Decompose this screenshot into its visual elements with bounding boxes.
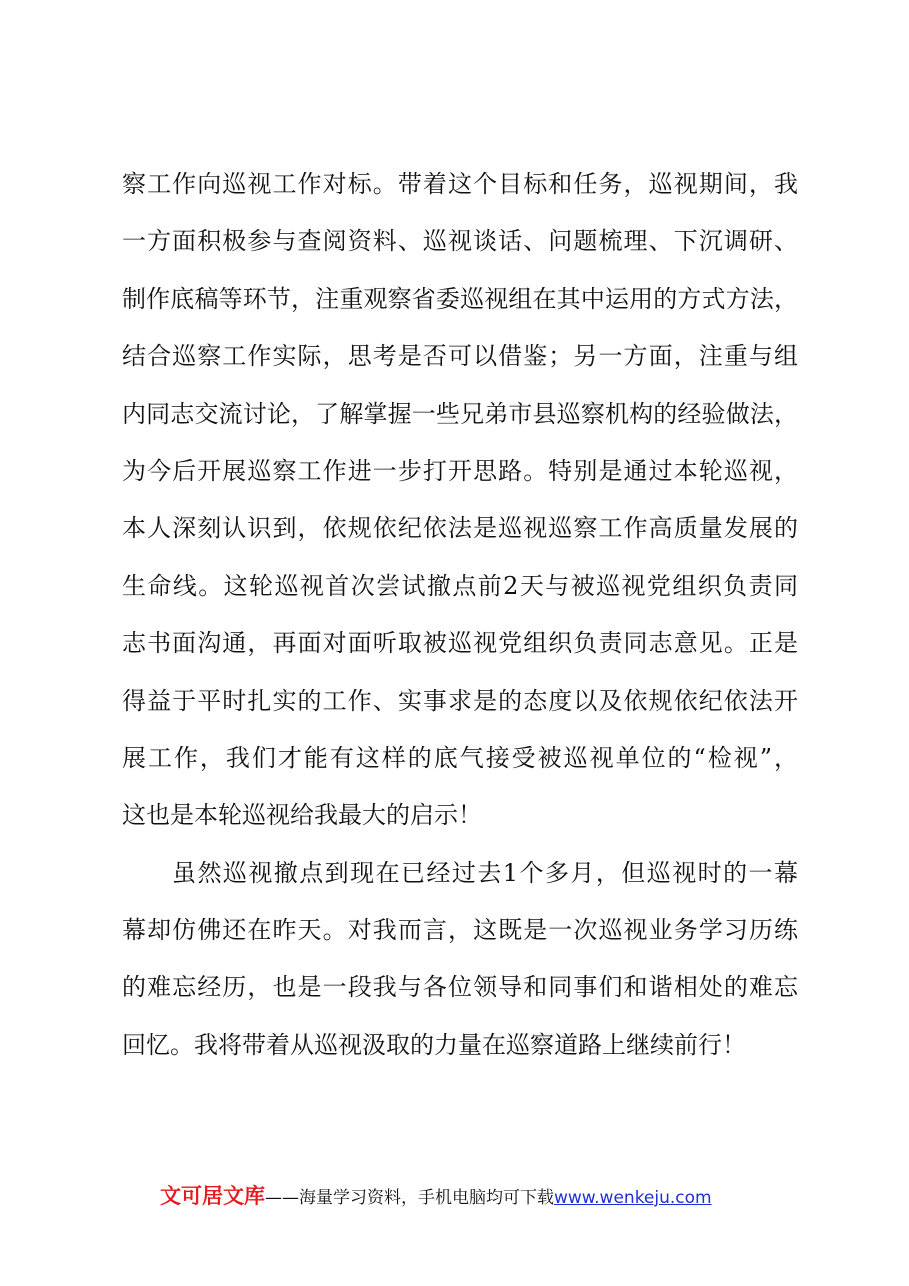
website-link[interactable]: www.wenkeju.com [554,1188,712,1208]
text-line: 一方面积极参与查阅资料、巡视谈话、问题梳理、下沉调研、 [122,227,798,256]
text-line: 志书面沟通，再面对面听取被巡视党组织负责同志意见。正是 [122,629,798,658]
text-line: 察工作向巡视工作对标。带着这个目标和任务，巡视期间，我 [122,170,798,198]
text-line: 为今后开展巡察工作进一步打开思路。特别是通过本轮巡视， [122,456,798,485]
text-line: 虽然巡视撤点到现在已经过去1个多月，但巡视时的一幕 [172,858,798,887]
footer-slogan: ——海量学习资料，手机电脑均可下载 [265,1188,554,1208]
text-line: 内同志交流讨论，了解掌握一些兄弟市县巡察机构的经验做法， [122,399,798,428]
paragraph [122,164,798,853]
text-line: 结合巡察工作实际，思考是否可以借鉴；另一方面，注重与组 [122,342,798,371]
text-line: 得益于平时扎实的工作、实事求是的态度以及依规依纪依法开 [122,686,798,715]
text-line: 幕却仿佛还在昨天。对我而言，这既是一次巡视业务学习历练 [122,916,798,945]
document-body [122,164,798,1082]
text-line: 这也是本轮巡视给我最大的启示！ [122,801,482,830]
text-line: 制作底稿等环节，注重观察省委巡视组在其中运用的方式方法， [122,284,798,313]
footer-banner [160,1178,800,1216]
paragraph [122,853,798,1083]
brand-name: 文可居文库 [160,1184,265,1208]
text-line: 的难忘经历，也是一段我与各位领导和同事们和谐相处的难忘 [122,973,798,1002]
text-line: 本人深刻认识到，依规依纪依法是巡视巡察工作高质量发展的 [122,514,798,543]
text-line: 生命线。这轮巡视首次尝试撤点前2天与被巡视党组织负责同 [122,571,798,600]
text-line: 回忆。我将带着从巡视汲取的力量在巡察道路上继续前行！ [122,1030,746,1059]
text-line: 展工作，我们才能有这样的底气接受被巡视单位的“检视”， [122,743,798,772]
